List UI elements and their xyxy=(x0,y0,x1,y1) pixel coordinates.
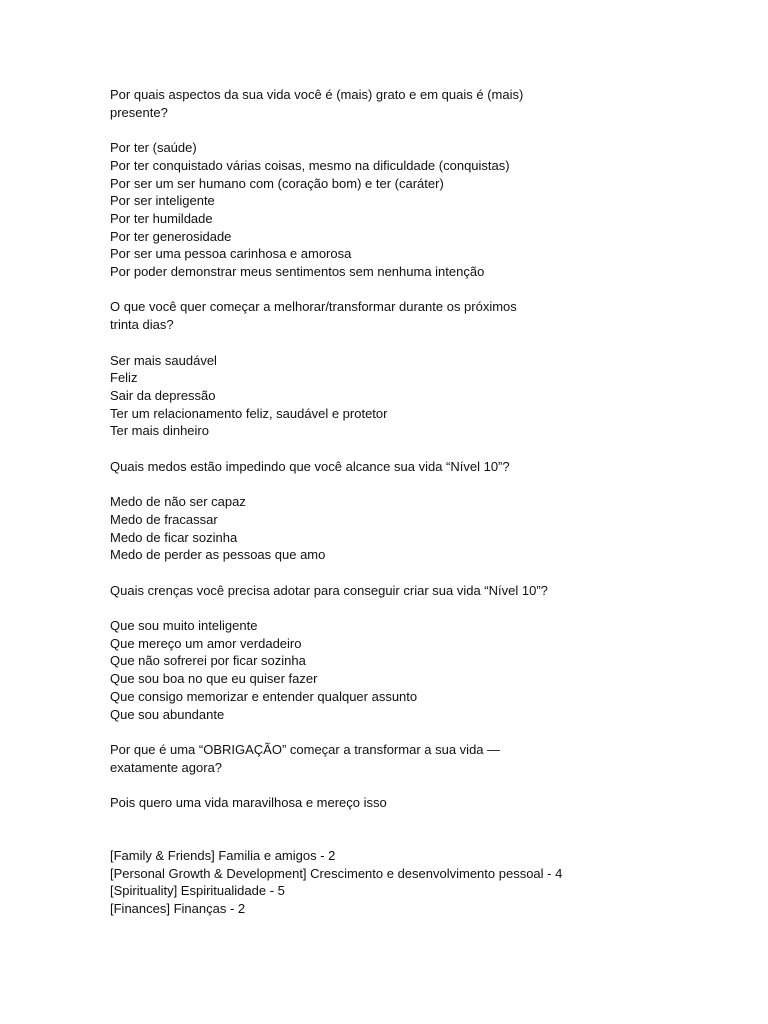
answer-list-2 xyxy=(110,352,710,441)
question-4 xyxy=(110,582,710,600)
answer-item: Pois quero uma vida maravilhosa e mereço isso xyxy=(110,794,387,810)
answer-item: Por ter generosidade xyxy=(110,228,232,244)
answer-item: Sair da depressão xyxy=(110,387,216,403)
question-5 xyxy=(110,741,710,776)
answer-item: Que sou abundante xyxy=(110,706,225,722)
question-text: presente? xyxy=(110,104,168,120)
answer-list-5 xyxy=(110,794,710,812)
question-text: Por que é uma “OBRIGAÇÃO” começar a transformar a sua vida — xyxy=(110,741,501,757)
answer-item: Que não sofrerei por ficar sozinha xyxy=(110,653,306,669)
answer-list-4 xyxy=(110,617,710,723)
answer-list-3 xyxy=(110,493,710,564)
answer-list-1 xyxy=(110,139,710,281)
answer-item: Que mereço um amor verdadeiro xyxy=(110,635,302,651)
question-2 xyxy=(110,298,710,333)
answer-item: Que consigo memorizar e entender qualquer assunto xyxy=(110,688,418,704)
answer-item: Ter mais dinheiro xyxy=(110,423,209,439)
ratings-list xyxy=(110,847,710,918)
answer-item: Medo de ficar sozinha xyxy=(110,529,238,545)
question-text: trinta dias? xyxy=(110,317,174,333)
question-text: Quais medos estão impedindo que você alcance sua vida “Nível 10”? xyxy=(110,458,510,474)
answer-item: Que sou muito inteligente xyxy=(110,617,258,633)
answer-item: Por ser uma pessoa carinhosa e amorosa xyxy=(110,246,352,262)
answer-item: Feliz xyxy=(110,370,138,386)
rating-item: [Family & Friends] Familia e amigos - 2 xyxy=(110,848,336,864)
rating-item: [Finances] Finanças - 2 xyxy=(110,901,246,917)
answer-item: Por ser um ser humano com (coração bom) e ter (caráter) xyxy=(110,175,444,191)
question-text: O que você quer começar a melhorar/transformar durante os próximos xyxy=(110,299,517,315)
rating-item: [Spirituality] Espiritualidade - 5 xyxy=(110,883,285,899)
answer-item: Medo de perder as pessoas que amo xyxy=(110,547,326,563)
answer-item: Por ter humildade xyxy=(110,210,213,226)
question-text: Quais crenças você precisa adotar para conseguir criar sua vida “Nível 10”? xyxy=(110,582,548,598)
question-text: Por quais aspectos da sua vida você é (mais) grato e em quais é (mais) xyxy=(110,87,524,102)
answer-item: Ser mais saudável xyxy=(110,352,217,368)
question-3 xyxy=(110,458,710,476)
answer-item: Por poder demonstrar meus sentimentos sem nenhuma intenção xyxy=(110,264,485,280)
answer-item: Por ter conquistado várias coisas, mesmo na dificuldade (conquistas) xyxy=(110,157,510,173)
answer-item: Medo de fracassar xyxy=(110,511,218,527)
answer-item: Ter um relacionamento feliz, saudável e protetor xyxy=(110,405,388,421)
answer-item: Por ser inteligente xyxy=(110,193,215,209)
question-1 xyxy=(110,86,710,121)
document-page xyxy=(110,86,710,918)
answer-item: Por ter (saúde) xyxy=(110,140,197,156)
answer-item: Medo de não ser capaz xyxy=(110,494,246,510)
question-text: exatamente agora? xyxy=(110,759,223,775)
answer-item: Que sou boa no que eu quiser fazer xyxy=(110,671,318,687)
rating-item: [Personal Growth & Development] Crescimento e desenvolvimento pessoal - 4 xyxy=(110,865,563,881)
